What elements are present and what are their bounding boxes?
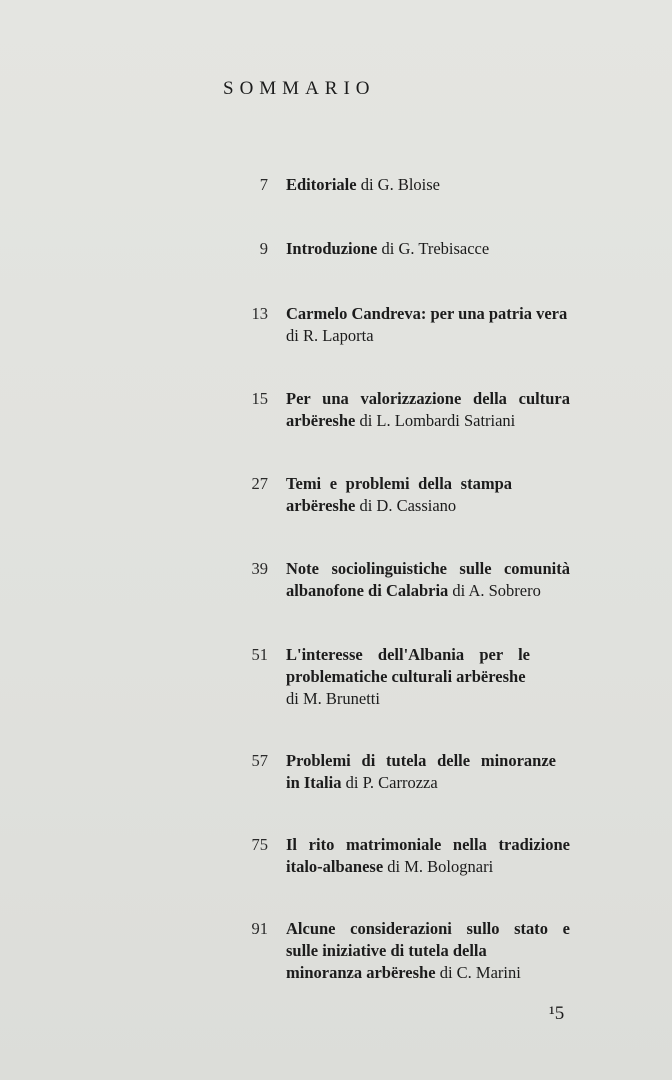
- toc-title: Alcune considerazioni sullo stato e: [286, 919, 570, 938]
- toc-author: di M. Brunetti: [286, 689, 380, 708]
- page-title: SOMMARIO: [223, 78, 376, 99]
- toc-entry-text: [286, 303, 570, 347]
- toc-title-cont: minoranza arbëreshe: [286, 963, 436, 982]
- toc-line: [286, 772, 556, 794]
- toc-title-cont: arbëreshe: [286, 411, 356, 430]
- toc-title: Per una valorizzazione della cultura: [286, 389, 570, 408]
- toc-page-number: 9: [259, 239, 268, 258]
- toc-page-number: 39: [251, 559, 268, 578]
- toc-author: di R. Laporta: [286, 326, 374, 345]
- toc-line: [286, 495, 512, 517]
- toc-line: [286, 303, 570, 325]
- toc-entry-text: [286, 174, 570, 196]
- toc-line: [286, 580, 570, 602]
- toc-line: [286, 174, 570, 196]
- toc-author: di L. Lombardi Satriani: [355, 411, 516, 430]
- page-number: ¹5: [549, 1003, 565, 1024]
- toc-entry-text: [286, 750, 556, 794]
- toc-line: [286, 238, 570, 260]
- toc-entry-text: [286, 473, 512, 517]
- toc-author: di G. Bloise: [356, 175, 440, 194]
- toc-line: [286, 410, 570, 432]
- toc-page-number: 91: [251, 919, 268, 938]
- toc-author: di C. Marini: [435, 963, 521, 982]
- toc-title: L'interesse dell'Albania per le: [286, 645, 530, 664]
- toc-author: di P. Carrozza: [341, 773, 438, 792]
- toc-entry-text: [286, 238, 570, 260]
- toc-author: di G. Trebisacce: [377, 239, 490, 258]
- toc-page-number: 15: [251, 389, 268, 408]
- toc-title: Temi e problemi della stampa: [286, 474, 512, 493]
- toc-title-cont: italo-albanese: [286, 857, 384, 876]
- toc-title: Carmelo Candreva: per una patria vera: [286, 304, 568, 323]
- toc-entry-text: [286, 644, 530, 710]
- toc-title: Introduzione: [286, 239, 378, 258]
- toc-author: di D. Cassiano: [355, 496, 457, 515]
- toc-page-number: 75: [251, 835, 268, 854]
- toc-title: Note sociolinguistiche sulle comunità: [286, 559, 570, 578]
- toc-page-number: 27: [251, 474, 268, 493]
- toc-author: di A. Sobrero: [448, 581, 541, 600]
- toc-page-number: 7: [259, 175, 268, 194]
- toc-title-cont: albanofone di Calabria: [286, 581, 449, 600]
- toc-entry-text: [286, 388, 570, 432]
- toc-page-number: 51: [251, 645, 268, 664]
- toc-title-cont: sulle iniziative di tutela della: [286, 941, 487, 960]
- toc-author: di M. Bolognari: [383, 857, 494, 876]
- toc-title: Editoriale: [286, 175, 357, 194]
- toc-title-cont: arbëreshe: [286, 496, 356, 515]
- toc-page-number: 13: [251, 304, 268, 323]
- toc-title: Il rito matrimoniale nella tradizione: [286, 835, 570, 854]
- toc-title-cont: in Italia: [286, 773, 342, 792]
- toc-line: [286, 856, 570, 878]
- toc-page-number: 57: [251, 751, 268, 770]
- toc-title: Problemi di tutela delle minoranze: [286, 751, 556, 770]
- toc-entry-text: [286, 918, 570, 984]
- toc-line: [286, 962, 570, 984]
- toc-line: [286, 325, 570, 347]
- toc-entry-text: [286, 558, 570, 602]
- toc-entry-text: [286, 834, 570, 878]
- toc-title-cont: problematiche culturali arbëreshe: [286, 667, 526, 686]
